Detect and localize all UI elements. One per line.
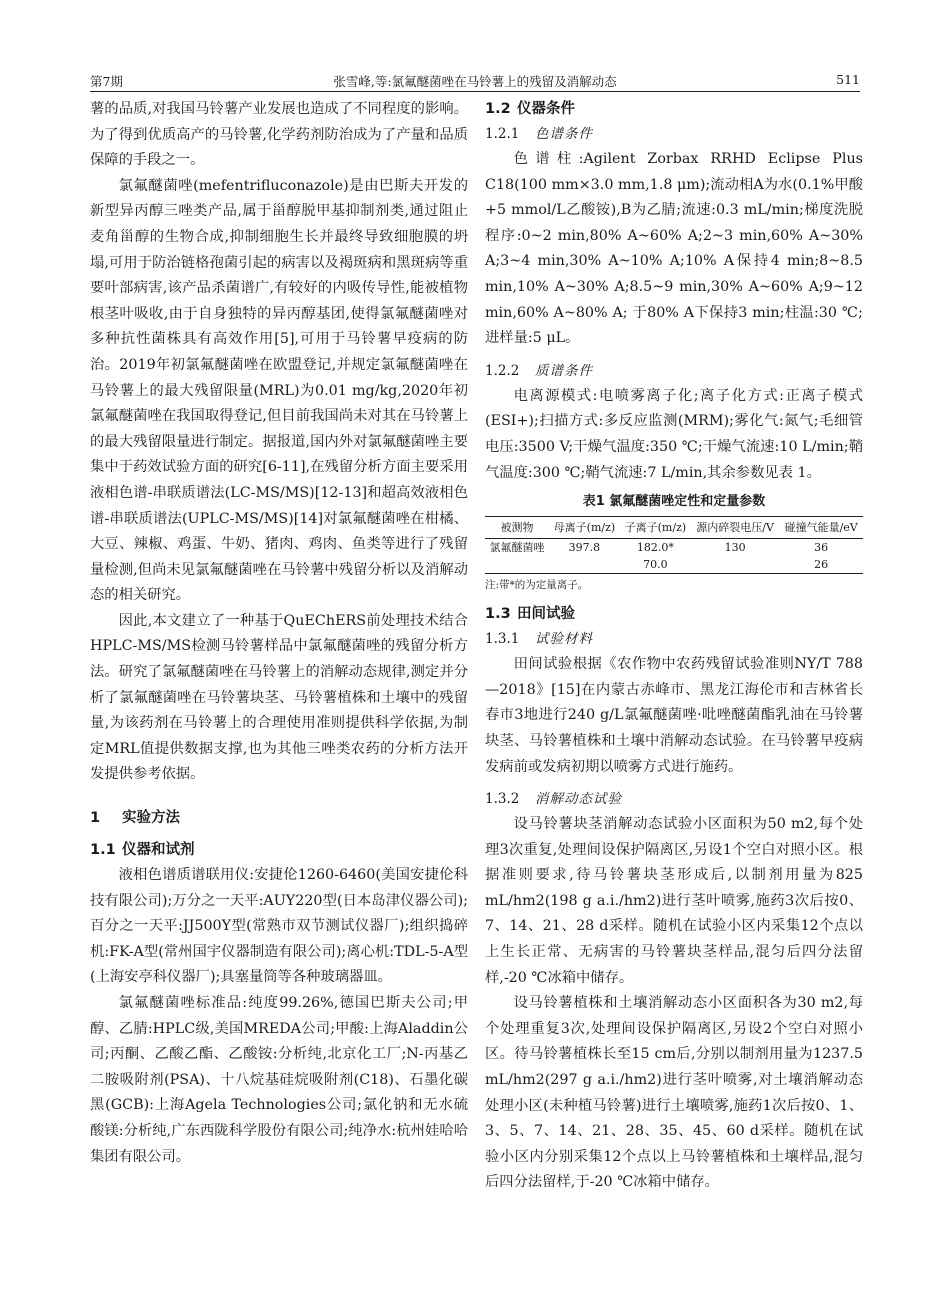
section-heading-1-2	[485, 97, 863, 122]
running-title: 张雪峰,等:氯氟醚菌唑在马铃薯上的残留及消解动态	[333, 74, 617, 89]
section-title: 实验方法	[122, 810, 180, 827]
table-cell: 130	[724, 541, 746, 555]
table-note: 注:带*的为定量离子。	[485, 579, 589, 592]
mass-spec-paragraph: 电离源模式:电喷雾离子化;离子化方式:正离子模式(ESI+);扫描方式:多反应监测(MRM);雾化气:氮气;毛细管电压:3500 V;干燥气温度:350 ℃;干燥气流速:10 L/min;鞘气温度:300 ℃;鞘气流速:7 L/min,其余参数见表 1。	[485, 387, 863, 481]
instruments-paragraph: 液相色谱质谱联用仪:安捷伦1260-6460(美国安捷伦科技有限公司);万分之一天平:AUY220型(日本岛津仪器公司);百分之一天平:JJ500Y型(常熟市双节测试仪器厂);组织捣碎机:FK-A型(常州国宇仪器制造有限公司);离心机:TDL-5-A型(上海安亭科仪器厂);具塞量筒等各种玻璃器皿。	[90, 867, 468, 986]
section-title: 仪器和试剂	[122, 842, 195, 859]
subsection-heading-1-2-2	[485, 359, 863, 384]
header-rule	[90, 91, 860, 92]
page-number: 511	[836, 72, 860, 87]
dissipation-paragraph-2: 设马铃薯植株和土壤消解动态小区面积各为30 m2,每个处理重复3次,处理间设保护隔离区,另设2个空白对照小区。待马铃薯植株长至15 cm后,分别以制剂用量为1237.5 mL/hm2(297 g a.i./hm2)进行茎叶喷雾,对土壤消解动态处理小区(未种植马铃薯)进行土壤喷雾,施药1次后按0、1、3、5、7、14、21、28、35、45、60 d采样。随机在试验小区内分别采集12个点以上马铃薯植株和土壤样品,混匀后四分法留样,于-20 ℃冰箱中储存。	[485, 995, 863, 1191]
table-header-cell: 源内碎裂电压/V	[696, 521, 774, 535]
table-row	[485, 539, 863, 557]
chromatography-paragraph: 色谱柱:Agilent Zorbax RRHD Eclipse Plus C18(100 mm×3.0 mm,1.8 μm);流动相A为水(0.1%甲酸+5 mmol/L乙酸铵),B为乙腈;流速:0.3 mL/min;梯度洗脱程序:0~2 min,80% A~60% A;2~3 min,60% A~30% A;3~4 min,30% A~10% A;10% A保持4 min;8~8.5 min,10% A~30% A;8.5~9 min,30% A~60% A;9~12 min,60% A~80% A; 于80% A下保持3 min;柱温:30 ℃;进样量:5 μL。	[485, 151, 863, 347]
subsection-title: 色谱条件	[535, 126, 593, 142]
table-cell: 182.0*	[636, 541, 674, 555]
table-row	[485, 556, 863, 574]
table-cell: 70.0	[643, 558, 668, 572]
table-cell	[485, 556, 549, 574]
subsection-number: 1.2.1	[485, 126, 520, 142]
section-number: 1.2	[485, 101, 511, 117]
subsection-heading-1-3-1	[485, 627, 863, 652]
table-cell: 397.8	[568, 541, 601, 555]
table-header-cell: 母离子(m/z)	[553, 521, 616, 535]
subsection-title: 质谱条件	[535, 362, 593, 379]
section-heading-1-3	[485, 602, 863, 627]
subsection-heading-1-2-1	[485, 122, 863, 147]
table-cell: 氯氟醚菌唑	[489, 541, 545, 555]
dissipation-paragraph-1: 设马铃薯块茎消解动态试验小区面积为50 m2,每个处理3次重复,处理间设保护隔离区,另设1个空白对照小区。根据准则要求,待马铃薯块茎形成后,以制剂用量为825 mL/hm2(198 g a.i./hm2)进行茎叶喷雾,施药3次后按0、7、14、21、28 d采样。随机在试验小区内采集12个点以上生长正常、无病害的马铃薯块茎样品,混匀后四分法留样,-20 ℃冰箱中储存。	[485, 816, 863, 986]
reagents-paragraph: 氯氟醚菌唑标准品:纯度99.26%,德国巴斯夫公司;甲醇、乙腈:HPLC级,美国MREDA公司;甲酸:上海Aladdin公司;丙酮、乙酸乙酯、乙酸铵:分析纯,北京化工厂;N-丙基乙二胺吸附剂(PSA)、十八烷基硅烷吸附剂(C18)、石墨化碳黑(GCB):上海Agela Technologies公司;氯化钠和无水硫酸镁:分析纯,广东西陇科学股份有限公司;纯净水:杭州娃哈哈集团有限公司。	[90, 995, 468, 1165]
table-title: 表1 氯氟醚菌唑定性和定量参数	[582, 494, 766, 510]
section-heading-1-1	[90, 838, 468, 863]
parameters-table	[485, 516, 863, 574]
table-header-cell: 被测物	[500, 521, 534, 535]
subsection-title: 试验材料	[535, 631, 593, 648]
table-cell: 26	[814, 558, 829, 572]
table-header-cell: 子离子(m/z)	[624, 521, 687, 535]
table-cell: 36	[814, 541, 829, 555]
table-cell	[691, 556, 779, 574]
intro-paragraph-2: 氯氟醚菌唑(mefentrifluconazole)是由巴斯夫开发的新型异丙醇三唑类产品,属于甾醇脱甲基抑制剂类,通过阻止麦角甾醇的生物合成,抑制细胞生长并最终导致细胞膜的坍塌,可用于防治链格孢菌引起的病害以及褐斑病和黑斑病等重要叶部病害,该产品杀菌谱广,有较好的内吸传导性,能被植物根茎叶吸收,由于自身独特的异丙醇基团,使得氯氟醚菌唑对多种抗性菌株具有高效作用[5],可用于马铃薯早疫病的防治。2019年初氯氟醚菌唑在欧盟登记,并规定氯氟醚菌唑在马铃薯上的最大残留限量(MRL)为0.01 mg/kg,2020年初氯氟醚菌唑在我国取得登记,但目前我国尚未对其在马铃薯上的最大残留限量进行制定。据报道,国内外对氯氟醚菌唑主要集中于药效试验方面的研究[6-11],在残留分析方面主要采用液相色谱-串联质谱法(LC-MS/MS)[12-13]和超高效液相色谱-串联质谱法(UPLC-MS/MS)[14]对氯氟醚菌唑在柑橘、大豆、辣椒、鸡蛋、牛奶、猪肉、鸡肉、鱼类等进行了残留量检测,但尚未见氯氟醚菌唑在马铃薯中残留分析以及消解动态的相关研究。	[90, 177, 468, 604]
section-title: 仪器条件	[517, 101, 575, 117]
subsection-title: 消解动态试验	[535, 791, 622, 808]
section-number: 1.1	[90, 842, 116, 859]
intro-paragraph-3: 因此,本文建立了一种基于QuEChERS前处理技术结合HPLC-MS/MS检测马铃薯样品中氯氟醚菌唑的残留分析方法。研究了氯氟醚菌唑在马铃薯上的消解动态规律,测定并分析了氯氟醚菌唑在马铃薯块茎、马铃薯植株和土壤中的残留量,为该药剂在马铃薯上的合理使用准则提供科学依据,为制定MRL值提供数据支撑,也为其他三唑类农药的分析方法开发提供参考依据。	[90, 612, 468, 783]
subsection-number: 1.2.2	[485, 362, 520, 379]
subsection-number: 1.3.2	[485, 791, 520, 808]
issue-number: 第7期	[90, 74, 123, 89]
table-header-cell: 碰撞气能量/eV	[784, 521, 858, 535]
section-number: 1.3	[485, 606, 511, 623]
subsection-number: 1.3.1	[485, 631, 520, 648]
section-number: 1	[90, 810, 101, 827]
table-cell	[549, 556, 620, 574]
materials-paragraph: 田间试验根据《农作物中农药残留试验准则NY/T 788—2018》[15]在内蒙古赤峰市、黑龙江海伦市和吉林省长春市3地进行240 g/L氯氟醚菌唑·吡唑醚菌酯乳油在马铃薯块茎、马铃薯植株和土壤中消解动态试验。在马铃薯早疫病发病前或发病初期以喷雾方式进行施药。	[485, 656, 863, 775]
section-heading-1	[90, 806, 468, 831]
left-column	[90, 97, 468, 1170]
right-column	[485, 97, 863, 1196]
table-header-row	[485, 517, 863, 539]
section-title: 田间试验	[517, 606, 575, 623]
intro-continuation: 薯的品质,对我国马铃薯产业发展也造成了不同程度的影响。为了得到优质高产的马铃薯,化学药剂防治成为了产量和品质保障的手段之一。	[90, 101, 468, 169]
subsection-heading-1-3-2	[485, 787, 863, 812]
